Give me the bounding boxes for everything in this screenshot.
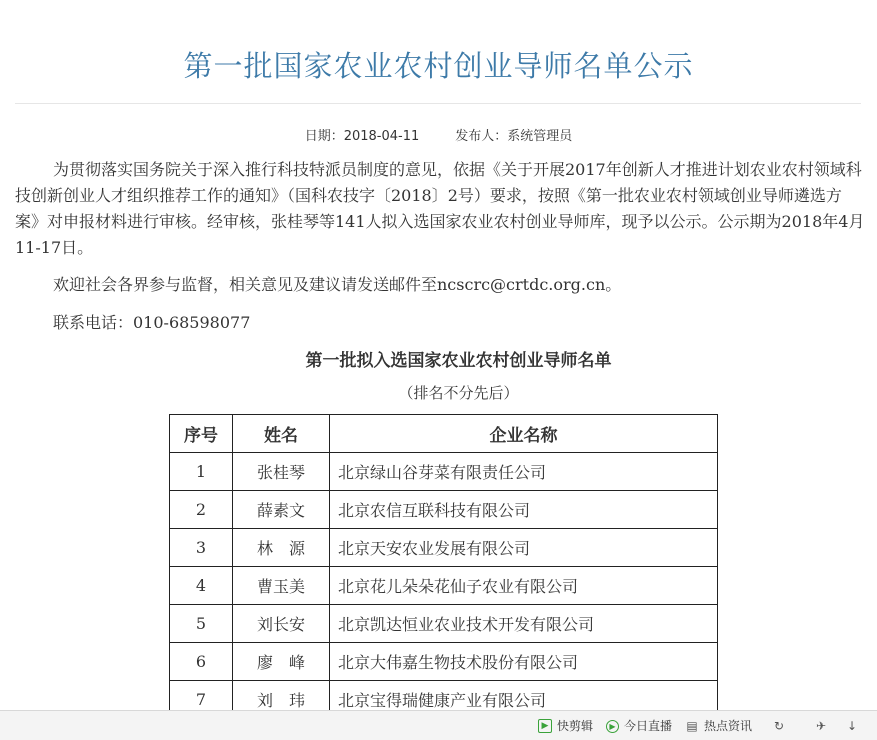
row-no: 5 [170, 605, 233, 643]
row-company: 北京天安农业发展有限公司 [330, 529, 718, 567]
title-divider [15, 103, 861, 104]
row-no: 1 [170, 453, 233, 491]
row-no: 6 [170, 643, 233, 681]
row-name: 刘 玮 [233, 681, 330, 719]
row-company: 北京绿山谷芽菜有限责任公司 [330, 453, 718, 491]
refresh-icon: ↻ [773, 719, 785, 733]
roster-title: 第一批拟入选国家农业农村创业导师名单 [305, 351, 612, 371]
row-name: 刘长安 [233, 605, 330, 643]
news-button[interactable] [685, 717, 752, 735]
contact-paragraph: 联系电话：010-68598077 [53, 313, 251, 332]
intro-paragraph: 为贯彻落实国务院关于深入推行科技特派员制度的意见，依据《关于开展2017年创新人才推进计划农业农村领域科技创新创业人才组织推荐工作的通知》（国科农技字〔2018〕2号）要求，按照《第一批农业农村领域创业导师遴选方案》对申报材料进行审核。经审核，张桂琴等141人拟入选国家农业农村创业导师库，现予以公示。公示期为2018年4月11-17日。 [15, 160, 865, 257]
row-no: 3 [170, 529, 233, 567]
header-name: 姓名 [233, 415, 330, 453]
header-no: 序号 [170, 415, 233, 453]
page-title: 第一批国家农业农村创业导师名单公示 [183, 49, 694, 83]
row-company: 北京宝得瑞健康产业有限公司 [330, 681, 718, 719]
table-row [170, 529, 718, 567]
refresh-button[interactable] [772, 717, 791, 735]
table-header-row [170, 415, 718, 453]
row-company: 北京农信互联科技有限公司 [330, 491, 718, 529]
date-value: 2018-04-11 [343, 129, 420, 144]
publisher-value: 系统管理员 [507, 129, 573, 144]
row-no: 7 [170, 681, 233, 719]
row-name: 林 源 [233, 529, 330, 567]
row-company: 北京大伟嘉生物技术股份有限公司 [330, 643, 718, 681]
roster-subtitle: （排名不分先后） [398, 384, 519, 402]
news-label: 热点资讯 [704, 719, 753, 733]
article-meta [0, 125, 877, 144]
play-box-icon: ▶ [538, 719, 552, 733]
row-name: 廖 峰 [233, 643, 330, 681]
row-no: 2 [170, 491, 233, 529]
date-label: 日期： [304, 129, 344, 144]
feedback-paragraph: 欢迎社会各界参与监督，相关意见及建议请发送邮件至ncscrc@crtdc.org.cn。 [53, 275, 622, 294]
table-row [170, 453, 718, 491]
download-icon: ↓ [846, 719, 858, 733]
clip-button[interactable] [538, 717, 593, 735]
download-button[interactable] [845, 717, 864, 735]
header-company: 企业名称 [330, 415, 718, 453]
table-row [170, 491, 718, 529]
table-row [170, 605, 718, 643]
pin-icon: ✈ [815, 719, 827, 733]
browser-bottom-bar [0, 710, 877, 740]
row-company: 北京花儿朵朵花仙子农业有限公司 [330, 567, 718, 605]
table-row [170, 567, 718, 605]
play-circle-icon: ▶ [606, 720, 619, 733]
clip-label: 快剪辑 [557, 719, 594, 733]
live-label: 今日直播 [624, 719, 673, 733]
row-name: 薛素文 [233, 491, 330, 529]
publisher-label: 发布人： [455, 129, 508, 144]
row-company: 北京凯达恒业农业技术开发有限公司 [330, 605, 718, 643]
live-button[interactable] [606, 717, 672, 735]
news-icon: ▤ [686, 719, 698, 733]
row-name: 曹玉美 [233, 567, 330, 605]
table-row [170, 643, 718, 681]
row-no: 4 [170, 567, 233, 605]
row-name: 张桂琴 [233, 453, 330, 491]
pin-button[interactable] [814, 717, 833, 735]
roster-table [169, 414, 718, 719]
